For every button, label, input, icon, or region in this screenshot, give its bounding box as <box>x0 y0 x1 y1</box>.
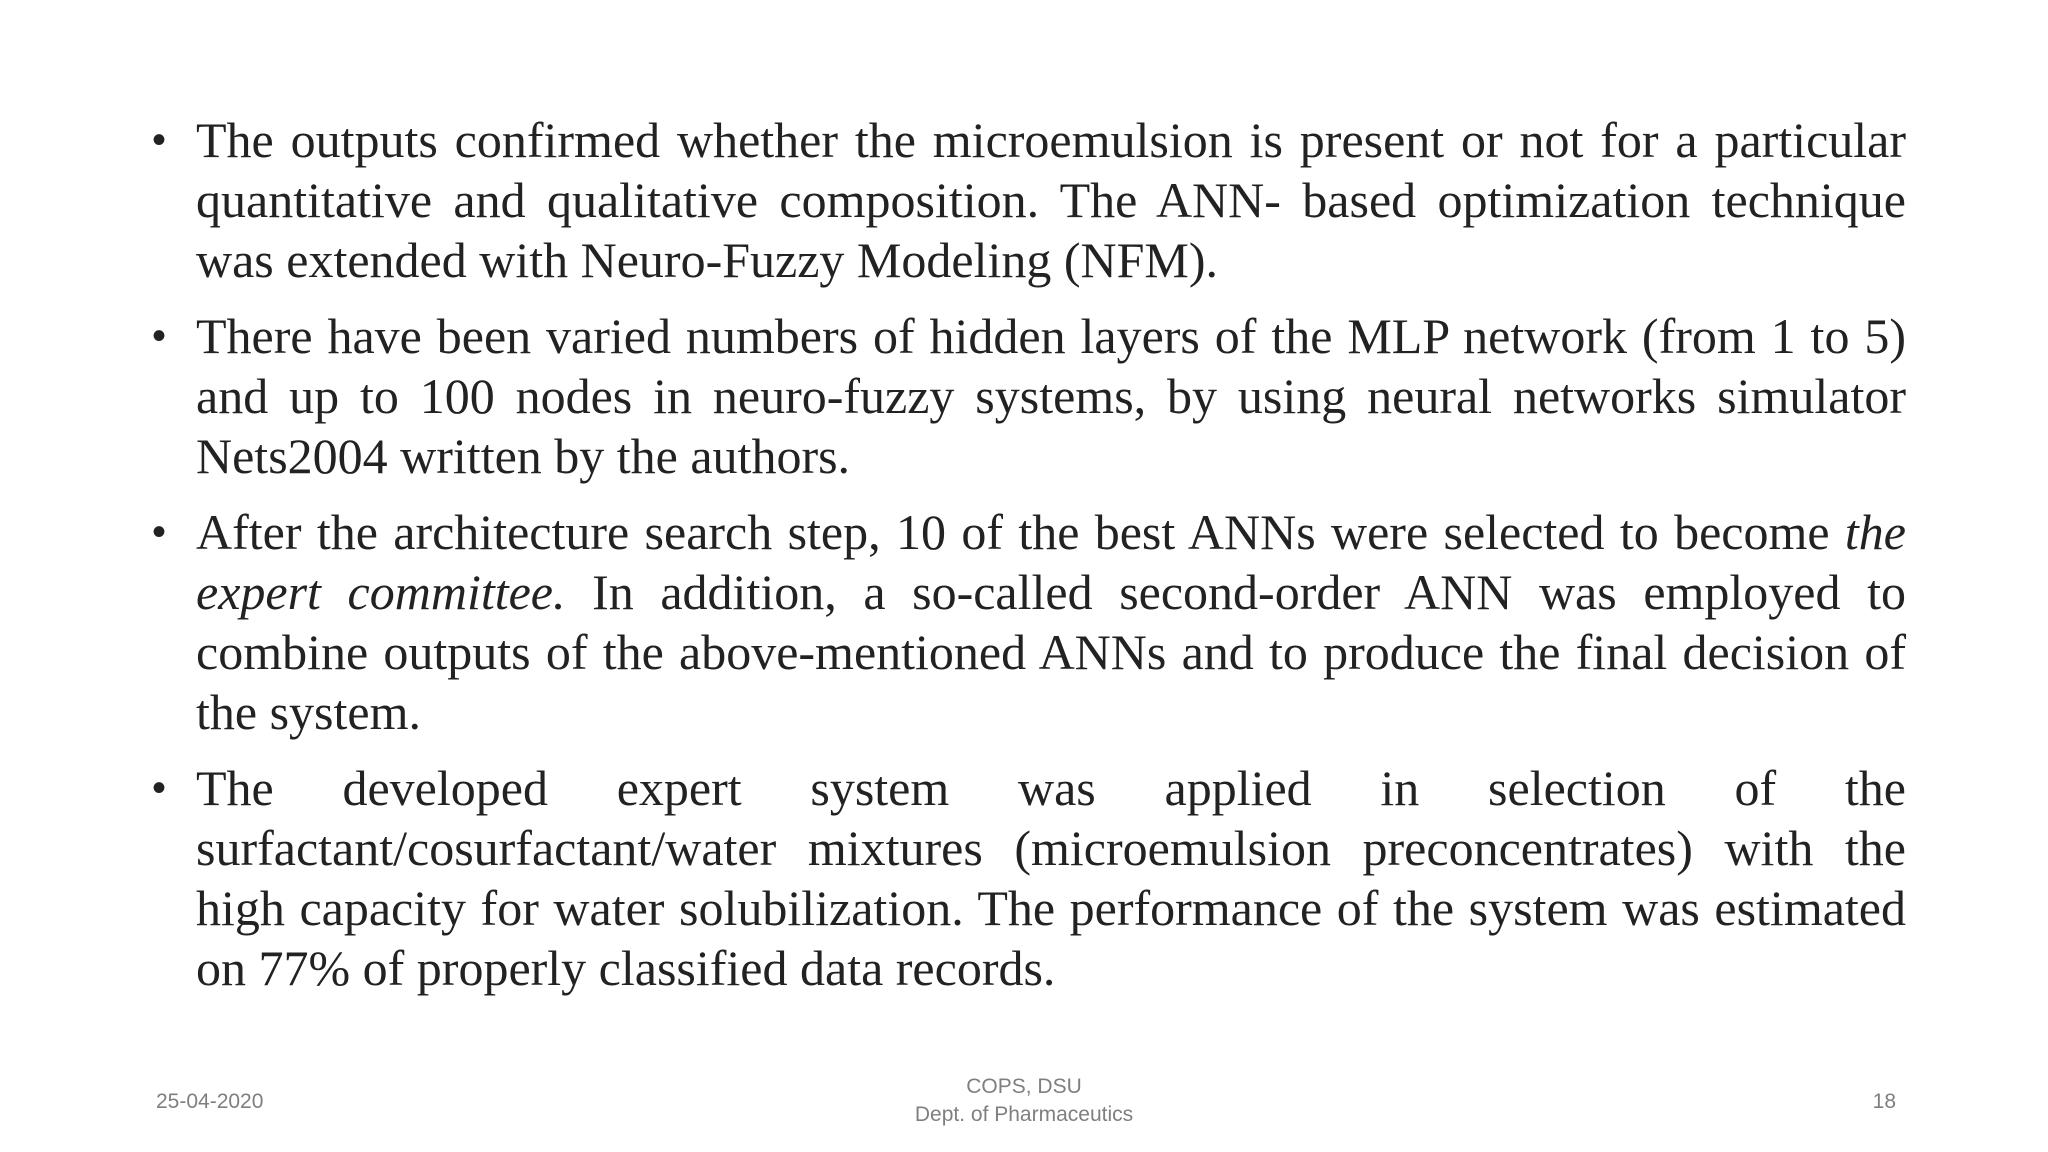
bullet-dot-icon: • <box>152 766 167 810</box>
footer-org: COPS, DSU <box>966 1075 1082 1098</box>
bullet-list <box>152 110 1906 1014</box>
footer-center <box>824 1073 1224 1129</box>
bullet-item <box>152 758 1906 998</box>
bullet-text: The outputs confirmed whether the microemulsion is present or not for a particular quantitative and qualitative composition. The ANN- based optimization technique was extended with Neuro-Fuzzy Modeling (NFM). <box>196 112 1906 288</box>
bullet-text: There have been varied numbers of hidden layers of the MLP network (from 1 to 5) and up to 100 nodes in neuro-fuzzy systems, by using neural networks simulator Nets2004 written by the authors. <box>196 308 1906 484</box>
bullet-dot-icon: • <box>152 118 167 162</box>
bullet-item <box>152 110 1906 290</box>
page-number: 18 <box>1872 1090 1896 1113</box>
bullet-dot-icon: • <box>152 510 167 554</box>
bullet-item <box>152 306 1906 486</box>
bullet-text: The developed expert system was applied in selection of the surfactant/cosurfactant/water mixtures (microemulsion preconcentrates) with the high capacity for water solubilization. The performance of the system was estimated on 77% of properly classified data records. <box>196 760 1906 996</box>
bullet-dot-icon: • <box>152 314 167 358</box>
footer-dept: Dept. of Pharmaceutics <box>914 1103 1134 1126</box>
bullet-text-start: After the architecture search step, 10 of the best ANNs were selected to become <box>196 504 1845 560</box>
footer-date: 25-04-2020 <box>156 1090 264 1113</box>
bullet-item <box>152 502 1906 742</box>
bullet-text-italic: the expert committee. <box>196 504 1906 620</box>
bullet-text-end: In addition, a so-called second-order ANN was employed to combine outputs of the above-mentioned ANNs and to produce the final decision of the system. <box>196 564 1906 740</box>
